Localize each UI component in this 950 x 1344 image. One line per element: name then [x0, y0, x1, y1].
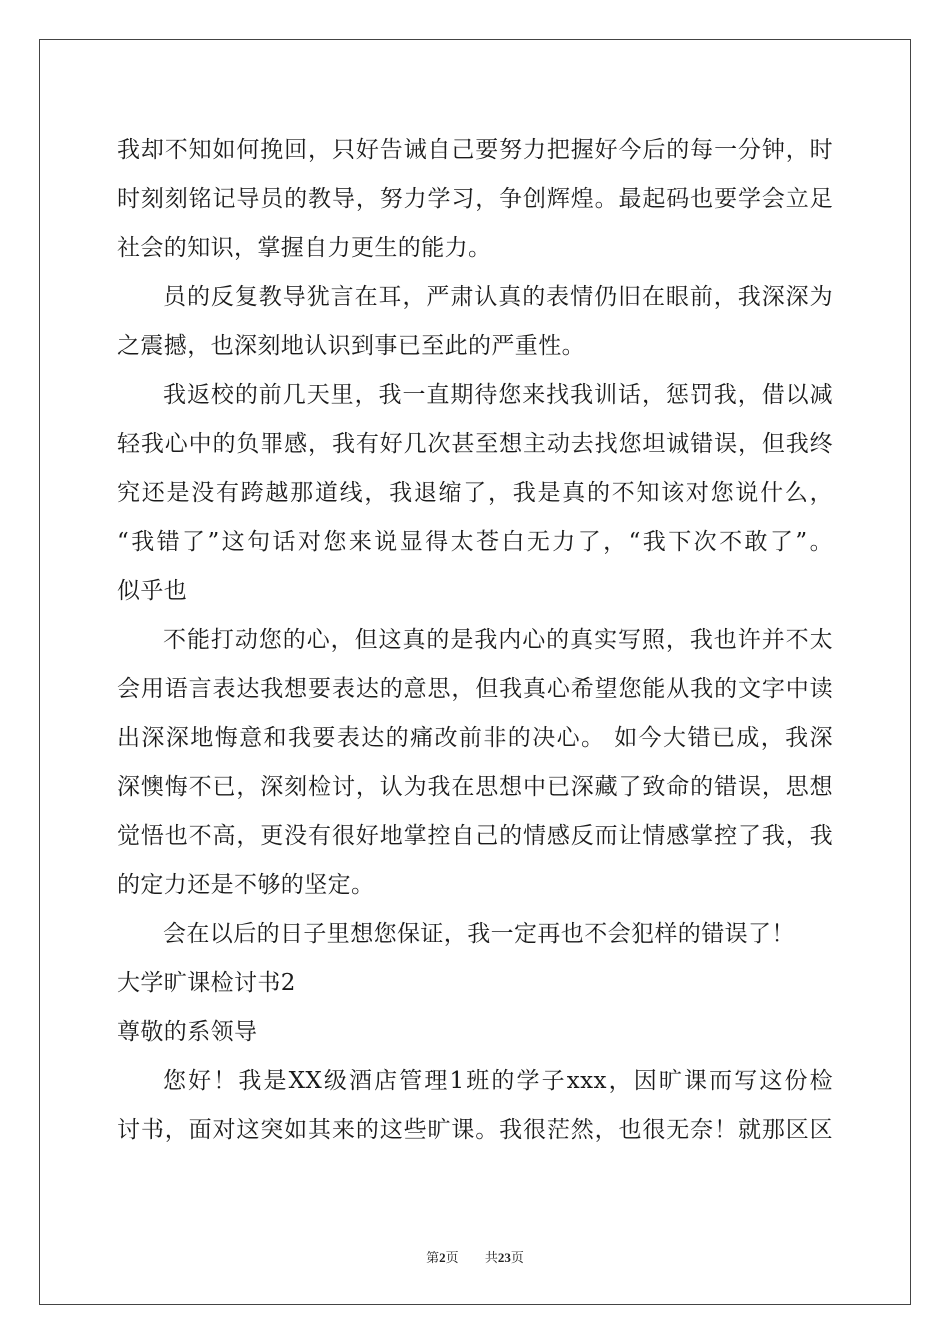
text-line: 讨书，面对这突如其来的这些旷课。我很茫然，也很无奈！就那区区 — [117, 1117, 833, 1143]
total-page-number: 23 — [497, 1250, 511, 1265]
salutation: 尊敬的系领导 — [117, 1019, 258, 1045]
page-number-label: 第2页 — [426, 1250, 459, 1266]
text-line: 会用语言表达我想要表达的意思，但我真心希望您能从我的文字中读 — [117, 676, 833, 702]
total-pages-label: 共23页 — [484, 1250, 524, 1266]
document-body — [117, 126, 833, 1155]
section-heading: 大学旷课检讨书2 — [117, 970, 296, 996]
text-line: 的定力还是不够的坚定。 — [117, 872, 375, 898]
text-line: “我错了”这句话对您来说显得太苍白无力了，“我下次不敢了”。 — [117, 529, 833, 555]
text-line: 似乎也 — [117, 578, 188, 604]
paragraph-start-line: 会在以后的日子里想您保证，我一定再也不会犯样的错误了！ — [163, 921, 795, 947]
text-line: 社会的知识，掌握自力更生的能力。 — [117, 235, 492, 261]
text-line: 之震撼，也深刻地认识到事已至此的严重性。 — [117, 333, 585, 359]
current-page-number: 2 — [439, 1250, 446, 1265]
text-line: 觉悟也不高，更没有很好地掌控自己的情感反而让情感掌控了我，我 — [117, 823, 833, 849]
text-line: 时刻刻铭记导员的教导，努力学习，争创辉煌。最起码也要学会立足 — [117, 186, 833, 212]
page-footer — [0, 1247, 950, 1266]
paragraph-start-line: 不能打动您的心，但这真的是我内心的真实写照，我也许并不太 — [163, 627, 833, 653]
text-line: 究还是没有跨越那道线，我退缩了，我是真的不知该对您说什么， — [117, 480, 833, 506]
text-line: 出深深地悔意和我要表达的痛改前非的决心。 如今大错已成，我深 — [117, 725, 833, 751]
text-line: 轻我心中的负罪感，我有好几次甚至想主动去找您坦诚错误，但我终 — [117, 431, 833, 457]
paragraph-start-line: 我返校的前几天里，我一直期待您来找我训话，惩罚我，借以减 — [163, 382, 833, 408]
paragraph-start-line: 员的反复教导犹言在耳，严肃认真的表情仍旧在眼前，我深深为 — [163, 284, 833, 310]
text-line: 我却不知如何挽回，只好告诫自己要努力把握好今后的每一分钟，时 — [117, 137, 833, 163]
text-line: 深懊悔不已，深刻检讨，认为我在思想中已深藏了致命的错误，思想 — [117, 774, 833, 800]
paragraph-start-line: 您好！我是XX级酒店管理1班的学子xxx，因旷课而写这份检 — [163, 1068, 833, 1094]
